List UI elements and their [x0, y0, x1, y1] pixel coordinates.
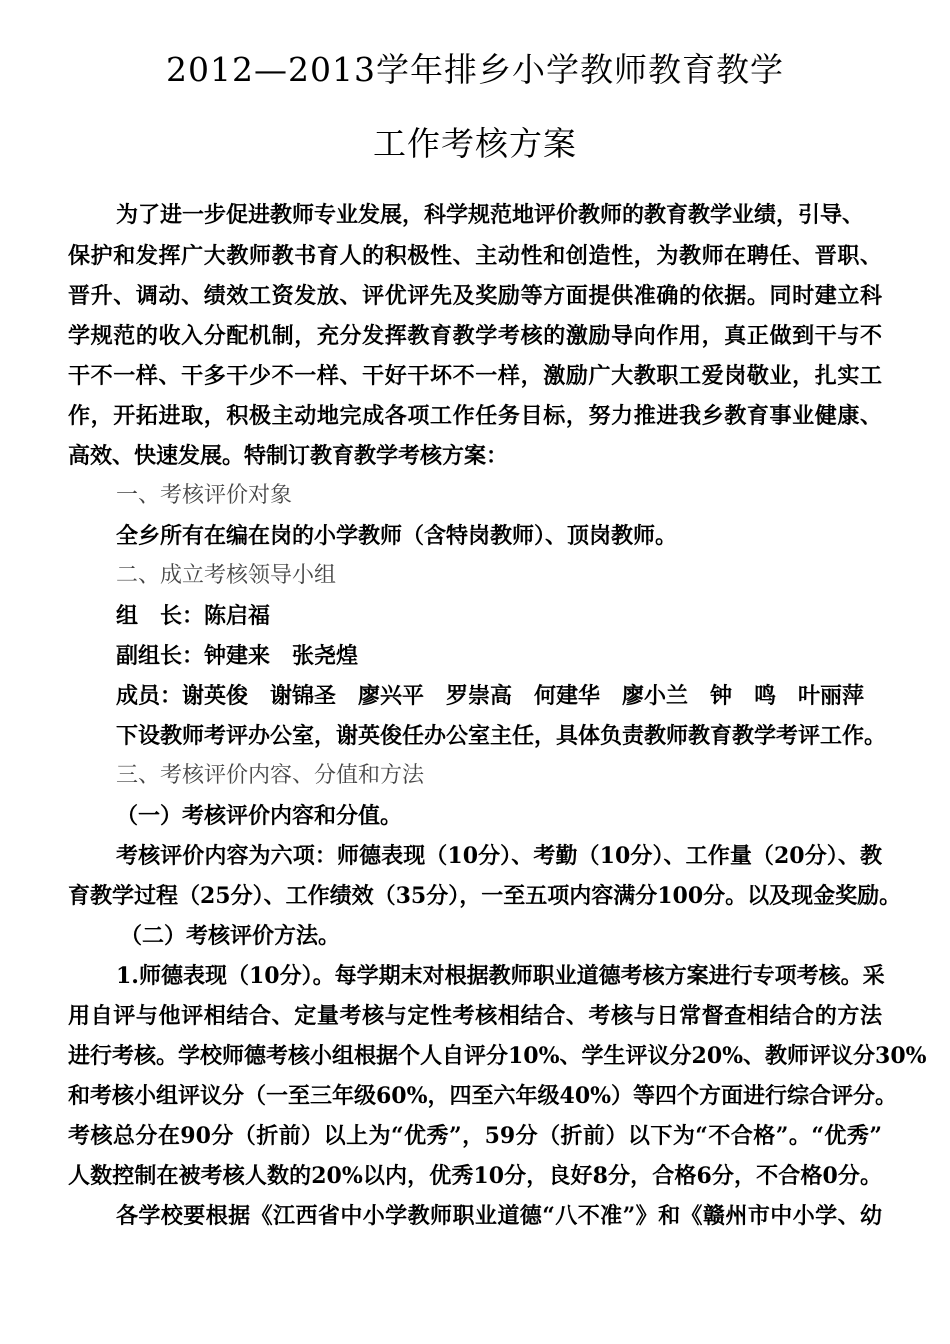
intro-line-6: 作，开拓进取，积极主动地完成各项工作任务目标，努力推进我乡教育事业健康、 — [68, 403, 882, 429]
members-line: 成员：谢英俊 谢锦圣 廖兴平 罗崇高 何建华 廖小兰 钟 鸣 叶丽萍 — [116, 683, 865, 709]
content-line-1: 考核评价内容为六项：师德表现（10分）、考勤（10分）、工作量（20分）、教 — [116, 843, 882, 869]
method-line-3: 进行考核。学校师德考核小组根据个人自评分10%、学生评议分20%、教师评议分30% — [68, 1043, 927, 1069]
intro-line-5: 干不一样、干多干少不一样、干好干坏不一样，激励广大教职工爱岗敬业，扎实工 — [68, 363, 882, 389]
intro-line-3: 晋升、调动、绩效工资发放、评优评先及奖励等方面提供准确的依据。同时建立科 — [68, 283, 882, 309]
section1-heading: 一、考核评价对象 — [116, 483, 293, 508]
intro-line-1: 为了进一步促进教师专业发展，科学规范地评价教师的教育教学业绩，引导、 — [116, 202, 865, 228]
subsection1-heading: （一）考核评价内容和分值。 — [116, 803, 403, 829]
subsection2-heading: （二）考核评价方法。 — [120, 923, 341, 949]
method-line-7: 各学校要根据《江西省中小学教师职业道德“八不准”》和《赣州市中小学、幼 — [116, 1203, 882, 1229]
deputy-line: 副组长：钟建来 张尧煌 — [116, 643, 359, 669]
office-line: 下设教师考评办公室，谢英俊任办公室主任，具体负责教师教育教学考评工作。 — [116, 723, 887, 749]
content-line-2: 育教学过程（25分）、工作绩效（35分），一至五项内容满分100分。以及现金奖励。 — [68, 883, 902, 909]
method-line-1: 1.师德表现（10分）。每学期末对根据教师职业道德考核方案进行专项考核。采 — [116, 963, 885, 989]
document-title-line2: 工作考核方案 — [373, 124, 577, 163]
method-line-6: 人数控制在被考核人数的20%以内，优秀10分，良好8分，合格6分，不合格0分。 — [68, 1163, 882, 1189]
intro-line-2: 保护和发挥广大教师教书育人的积极性、主动性和创造性，为教师在聘任、晋职、 — [68, 243, 882, 269]
intro-line-7: 高效、快速发展。特制订教育教学考核方案： — [68, 443, 509, 469]
document-title-line1: 2012—2013学年排乡小学教师教育教学 — [166, 50, 784, 89]
section3-heading: 三、考核评价内容、分值和方法 — [116, 763, 425, 788]
section2-heading: 二、成立考核领导小组 — [116, 563, 337, 588]
method-line-4: 和考核小组评议分（一至三年级60%，四至六年级40%）等四个方面进行综合评分。 — [68, 1083, 898, 1109]
intro-line-4: 学规范的收入分配机制，充分发挥教育教学考核的激励导向作用，真正做到干与不 — [68, 323, 882, 349]
section1-text: 全乡所有在编在岗的小学教师（含特岗教师）、顶岗教师。 — [116, 523, 678, 549]
method-line-5: 考核总分在90分（折前）以上为“优秀”，59分（折前）以下为“不合格”。“优秀” — [68, 1123, 882, 1149]
leader-line: 组 长：陈启福 — [116, 603, 271, 629]
method-line-2: 用自评与他评相结合、定量考核与定性考核相结合、考核与日常督查相结合的方法 — [68, 1003, 882, 1029]
